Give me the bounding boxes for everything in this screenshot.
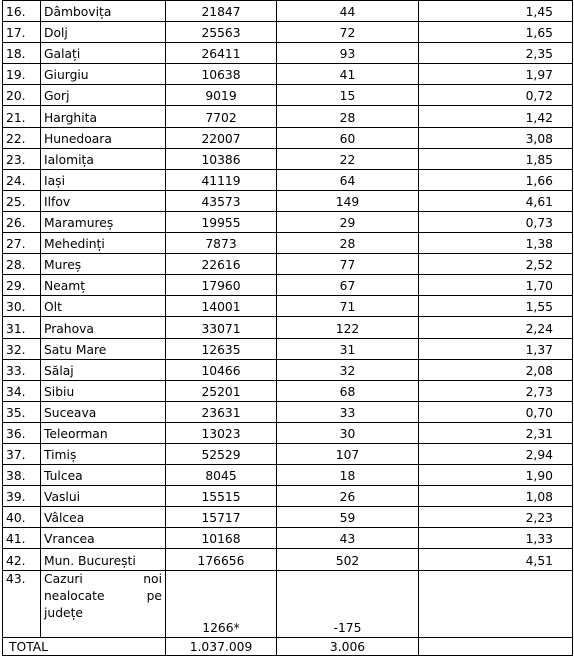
rate-cell: 4,51: [419, 549, 573, 570]
new-cases-cell: 18: [277, 465, 419, 486]
new-cases-cell: 68: [277, 380, 419, 401]
row-number-cell: 16.: [3, 1, 41, 22]
new-cases-cell: 77: [277, 254, 419, 275]
total-label-cell: TOTAL: [3, 637, 166, 655]
unallocated-rate-cell: [419, 570, 573, 637]
cases-cell: 12635: [166, 338, 277, 359]
table-row: [3, 64, 573, 85]
table-row: [3, 1, 573, 22]
cases-cell: 43573: [166, 190, 277, 211]
county-name-cell: Neamț: [41, 275, 166, 296]
cases-cell: 10386: [166, 148, 277, 169]
table-row: [3, 380, 573, 401]
total-rate-cell: [419, 637, 573, 655]
row-number-cell: 31.: [3, 317, 41, 338]
table-row: [3, 275, 573, 296]
row-number-cell: 21.: [3, 106, 41, 127]
new-cases-cell: 29: [277, 211, 419, 232]
row-number-cell: 18.: [3, 43, 41, 64]
row-number-cell: 29.: [3, 275, 41, 296]
table-row: [3, 190, 573, 211]
new-cases-cell: 72: [277, 22, 419, 43]
new-cases-cell: 149: [277, 190, 419, 211]
cases-cell: 23631: [166, 401, 277, 422]
row-number-cell: 22.: [3, 127, 41, 148]
row-number-cell: 40.: [3, 507, 41, 528]
row-number-cell: 30.: [3, 296, 41, 317]
unallocated-label-line-3: județe: [44, 605, 83, 620]
new-cases-cell: 30: [277, 422, 419, 443]
new-cases-cell: 71: [277, 296, 419, 317]
rate-cell: 4,61: [419, 190, 573, 211]
county-name-cell: Mun. București: [41, 549, 166, 570]
row-number-cell: 34.: [3, 380, 41, 401]
cases-cell: 52529: [166, 443, 277, 464]
rate-cell: 1,45: [419, 1, 573, 22]
new-cases-cell: 64: [277, 169, 419, 190]
county-name-cell: Harghita: [41, 106, 166, 127]
cases-cell: 19955: [166, 211, 277, 232]
table-row: [3, 401, 573, 422]
rate-cell: 1,85: [419, 148, 573, 169]
table-row: [3, 148, 573, 169]
new-cases-cell: 26: [277, 486, 419, 507]
table-row: [3, 549, 573, 570]
cases-cell: 15515: [166, 486, 277, 507]
rate-cell: 3,08: [419, 127, 573, 148]
county-name-cell: Iași: [41, 169, 166, 190]
unallocated-label-line-1: Cazuri noi: [44, 571, 162, 586]
county-name-cell: Mureș: [41, 254, 166, 275]
cases-cell: 8045: [166, 465, 277, 486]
table-row: [3, 296, 573, 317]
new-cases-cell: 93: [277, 43, 419, 64]
cases-cell: 17960: [166, 275, 277, 296]
row-number-cell: 27.: [3, 233, 41, 254]
rate-cell: 0,73: [419, 211, 573, 232]
table-row: [3, 106, 573, 127]
table-row-total: [3, 637, 573, 655]
rate-cell: 2,08: [419, 359, 573, 380]
rate-cell: 1,65: [419, 22, 573, 43]
rate-cell: 1,33: [419, 528, 573, 549]
new-cases-cell: 43: [277, 528, 419, 549]
cases-cell: 10638: [166, 64, 277, 85]
new-cases-cell: 28: [277, 233, 419, 254]
county-name-cell: Timiș: [41, 443, 166, 464]
table-body: [3, 1, 573, 656]
cases-cell: 14001: [166, 296, 277, 317]
new-cases-cell: 31: [277, 338, 419, 359]
table-row: [3, 443, 573, 464]
county-name-cell: Mehedinți: [41, 233, 166, 254]
row-number-cell: 33.: [3, 359, 41, 380]
new-cases-cell: 60: [277, 127, 419, 148]
cases-cell: 25563: [166, 22, 277, 43]
table-row: [3, 359, 573, 380]
rate-cell: 2,52: [419, 254, 573, 275]
cases-cell: 21847: [166, 1, 277, 22]
row-number-cell: 41.: [3, 528, 41, 549]
cases-cell: 9019: [166, 85, 277, 106]
row-number-cell: 19.: [3, 64, 41, 85]
county-cases-table: [2, 0, 573, 656]
county-name-cell: Vaslui: [41, 486, 166, 507]
total-new-cases-cell: 3.006: [277, 637, 419, 655]
row-number-cell: 23.: [3, 148, 41, 169]
rate-cell: 2,23: [419, 507, 573, 528]
row-number-cell: 26.: [3, 211, 41, 232]
new-cases-cell: 41: [277, 64, 419, 85]
rate-cell: 2,24: [419, 317, 573, 338]
county-name-cell: Ialomița: [41, 148, 166, 169]
county-name-cell: Vâlcea: [41, 507, 166, 528]
county-name-cell: Tulcea: [41, 465, 166, 486]
rate-cell: 2,73: [419, 380, 573, 401]
new-cases-cell: 22: [277, 148, 419, 169]
county-name-cell: Prahova: [41, 317, 166, 338]
cases-cell: 33071: [166, 317, 277, 338]
table-row: [3, 465, 573, 486]
unallocated-new-cases-cell: -175: [277, 570, 419, 637]
rate-cell: 1,90: [419, 465, 573, 486]
table-row: [3, 528, 573, 549]
rate-cell: 2,94: [419, 443, 573, 464]
cases-cell: 26411: [166, 43, 277, 64]
table-row: [3, 127, 573, 148]
county-name-cell: Dâmbovița: [41, 1, 166, 22]
county-name-cell: Sălaj: [41, 359, 166, 380]
new-cases-cell: 502: [277, 549, 419, 570]
unallocated-label-cell: [41, 570, 166, 637]
new-cases-cell: 15: [277, 85, 419, 106]
new-cases-cell: 122: [277, 317, 419, 338]
cases-cell: 22616: [166, 254, 277, 275]
table-row: [3, 43, 573, 64]
cases-cell: 176656: [166, 549, 277, 570]
cases-cell: 13023: [166, 422, 277, 443]
new-cases-cell: 44: [277, 1, 419, 22]
cases-cell: 41119: [166, 169, 277, 190]
county-name-cell: Teleorman: [41, 422, 166, 443]
table-row: [3, 507, 573, 528]
county-name-cell: Ilfov: [41, 190, 166, 211]
new-cases-cell: 107: [277, 443, 419, 464]
row-number-cell: 35.: [3, 401, 41, 422]
county-name-cell: Giurgiu: [41, 64, 166, 85]
rate-cell: 2,35: [419, 43, 573, 64]
county-name-cell: Sibiu: [41, 380, 166, 401]
county-name-cell: Suceava: [41, 401, 166, 422]
row-number-cell: 37.: [3, 443, 41, 464]
rate-cell: 1,55: [419, 296, 573, 317]
row-number-cell: 28.: [3, 254, 41, 275]
county-name-cell: Maramureș: [41, 211, 166, 232]
table-row: [3, 486, 573, 507]
cases-cell: 10466: [166, 359, 277, 380]
row-number-cell: 32.: [3, 338, 41, 359]
total-cases-cell: 1.037.009: [166, 637, 277, 655]
unallocated-label-line-2: nealocate pe: [44, 588, 162, 603]
cases-cell: 10168: [166, 528, 277, 549]
rate-cell: 0,70: [419, 401, 573, 422]
new-cases-cell: 59: [277, 507, 419, 528]
row-number-cell: 20.: [3, 85, 41, 106]
rate-cell: 1,66: [419, 169, 573, 190]
cases-cell: 25201: [166, 380, 277, 401]
new-cases-cell: 67: [277, 275, 419, 296]
table-row: [3, 317, 573, 338]
county-name-cell: Dolj: [41, 22, 166, 43]
cases-cell: 7873: [166, 233, 277, 254]
rate-cell: 1,08: [419, 486, 573, 507]
rate-cell: 1,70: [419, 275, 573, 296]
unallocated-cases-cell: 1266*: [166, 570, 277, 637]
rate-cell: 1,37: [419, 338, 573, 359]
table-row: [3, 254, 573, 275]
new-cases-cell: 32: [277, 359, 419, 380]
new-cases-cell: 33: [277, 401, 419, 422]
table-row: [3, 85, 573, 106]
cases-cell: 22007: [166, 127, 277, 148]
cases-cell: 7702: [166, 106, 277, 127]
rate-cell: 1,42: [419, 106, 573, 127]
table-row: [3, 169, 573, 190]
row-number-cell: 43.: [3, 570, 41, 637]
row-number-cell: 38.: [3, 465, 41, 486]
county-name-cell: Gorj: [41, 85, 166, 106]
table-row: [3, 211, 573, 232]
table-row: [3, 422, 573, 443]
table-row: [3, 338, 573, 359]
rate-cell: 1,97: [419, 64, 573, 85]
cases-cell: 15717: [166, 507, 277, 528]
county-name-cell: Olt: [41, 296, 166, 317]
new-cases-cell: 28: [277, 106, 419, 127]
row-number-cell: 39.: [3, 486, 41, 507]
row-number-cell: 24.: [3, 169, 41, 190]
county-name-cell: Satu Mare: [41, 338, 166, 359]
rate-cell: 0,72: [419, 85, 573, 106]
row-number-cell: 25.: [3, 190, 41, 211]
county-name-cell: Galați: [41, 43, 166, 64]
table-row: [3, 22, 573, 43]
row-number-cell: 17.: [3, 22, 41, 43]
county-name-cell: Hunedoara: [41, 127, 166, 148]
rate-cell: 2,31: [419, 422, 573, 443]
row-number-cell: 42.: [3, 549, 41, 570]
table-row: [3, 233, 573, 254]
table-row-unallocated: [3, 570, 573, 637]
rate-cell: 1,38: [419, 233, 573, 254]
county-name-cell: Vrancea: [41, 528, 166, 549]
row-number-cell: 36.: [3, 422, 41, 443]
